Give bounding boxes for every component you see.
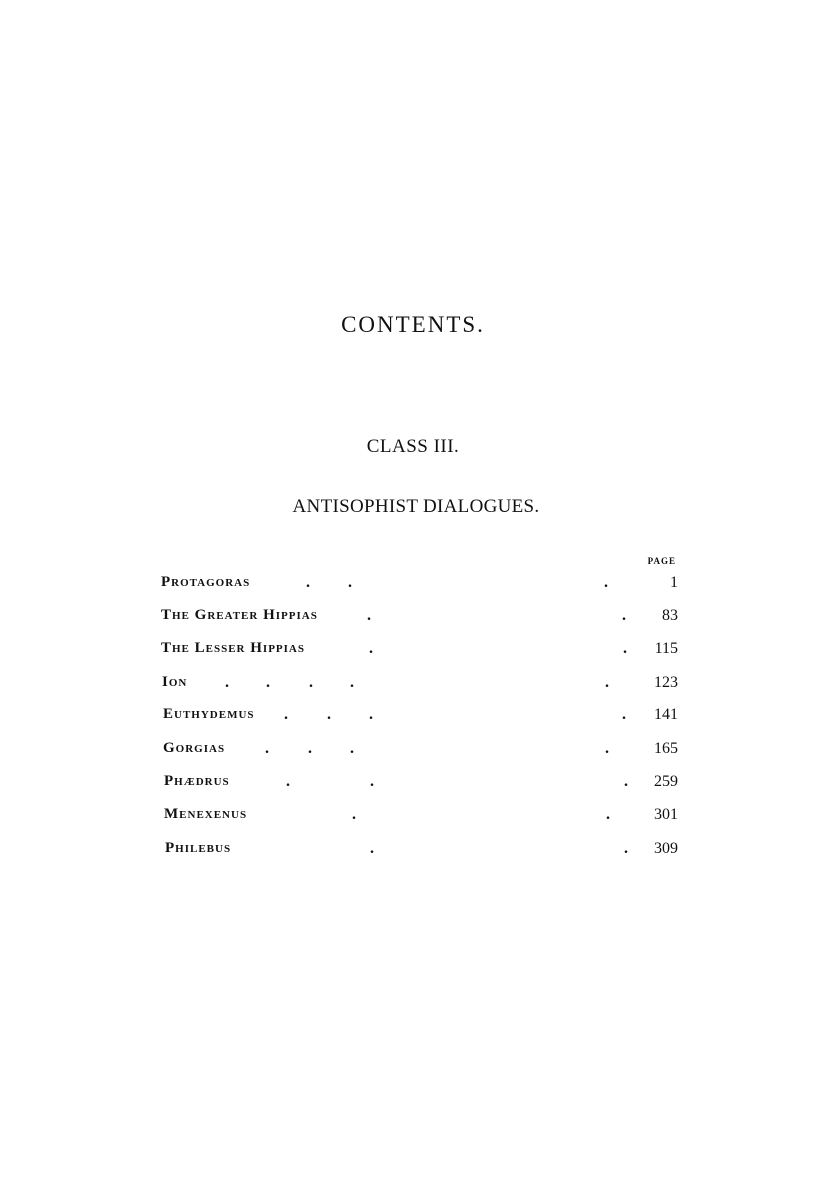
- leader-dot: .: [306, 574, 310, 591]
- toc-entry-page: 115: [654, 640, 678, 657]
- toc-entry-title: Euthydemus: [163, 706, 255, 722]
- toc-entry-title: Philebus: [165, 840, 232, 856]
- toc-entry-title: Menexenus: [164, 806, 248, 822]
- toc-entry: [0, 674, 840, 704]
- toc-entry-title: Ion: [162, 674, 188, 690]
- leader-dot: .: [624, 840, 628, 857]
- toc-entry-page: 165: [654, 740, 678, 757]
- leader-dot: .: [370, 840, 374, 857]
- leader-dot: .: [624, 773, 628, 790]
- toc-entry-title: Phædrus: [164, 773, 230, 789]
- leader-dot: .: [352, 806, 356, 823]
- toc-entry: [0, 574, 840, 604]
- toc-entry-title: The Greater Hippias: [161, 607, 318, 623]
- leader-dot: .: [604, 574, 608, 591]
- leader-dot: .: [367, 607, 371, 624]
- toc-entry: [0, 740, 840, 770]
- toc-entry: [0, 806, 840, 836]
- contents-heading: CONTENTS.: [341, 312, 485, 337]
- toc-entry-title: The Lesser Hippias: [161, 640, 305, 656]
- leader-dot: .: [308, 740, 312, 757]
- toc-entry-title: Protagoras: [161, 574, 251, 590]
- leader-dot: .: [369, 640, 373, 657]
- toc-entry-page: 301: [654, 806, 678, 823]
- toc-entry: [0, 640, 840, 670]
- toc-entry-page: 309: [654, 840, 678, 857]
- toc-entry-page: 123: [654, 674, 678, 691]
- toc-entry: [0, 706, 840, 736]
- leader-dot: .: [623, 640, 627, 657]
- leader-dot: .: [605, 674, 609, 691]
- leader-dot: .: [348, 574, 352, 591]
- leader-dot: .: [622, 607, 626, 624]
- leader-dot: .: [327, 706, 331, 723]
- leader-dot: .: [369, 706, 373, 723]
- toc-entry-page: 1: [670, 574, 678, 591]
- toc-entry-page: 141: [654, 706, 678, 723]
- toc-entry: [0, 607, 840, 637]
- leader-dot: .: [370, 773, 374, 790]
- toc-entry: [0, 840, 840, 870]
- leader-dot: .: [284, 706, 288, 723]
- leader-dot: .: [605, 740, 609, 757]
- toc-entry-page: 259: [654, 773, 678, 790]
- leader-dot: .: [266, 674, 270, 691]
- page-column-label: PAGE: [647, 556, 676, 566]
- leader-dot: .: [606, 806, 610, 823]
- class-heading: CLASS III.: [366, 436, 460, 457]
- leader-dot: .: [265, 740, 269, 757]
- leader-dot: .: [309, 674, 313, 691]
- leader-dot: .: [286, 773, 290, 790]
- leader-dot: .: [350, 674, 354, 691]
- section-heading: ANTISOPHIST DIALOGUES.: [292, 496, 540, 517]
- toc-entry-title: Gorgias: [163, 740, 226, 756]
- leader-dot: .: [622, 706, 626, 723]
- toc-entry: [0, 773, 840, 803]
- leader-dot: .: [225, 674, 229, 691]
- toc-entry-page: 83: [662, 607, 678, 624]
- leader-dot: .: [350, 740, 354, 757]
